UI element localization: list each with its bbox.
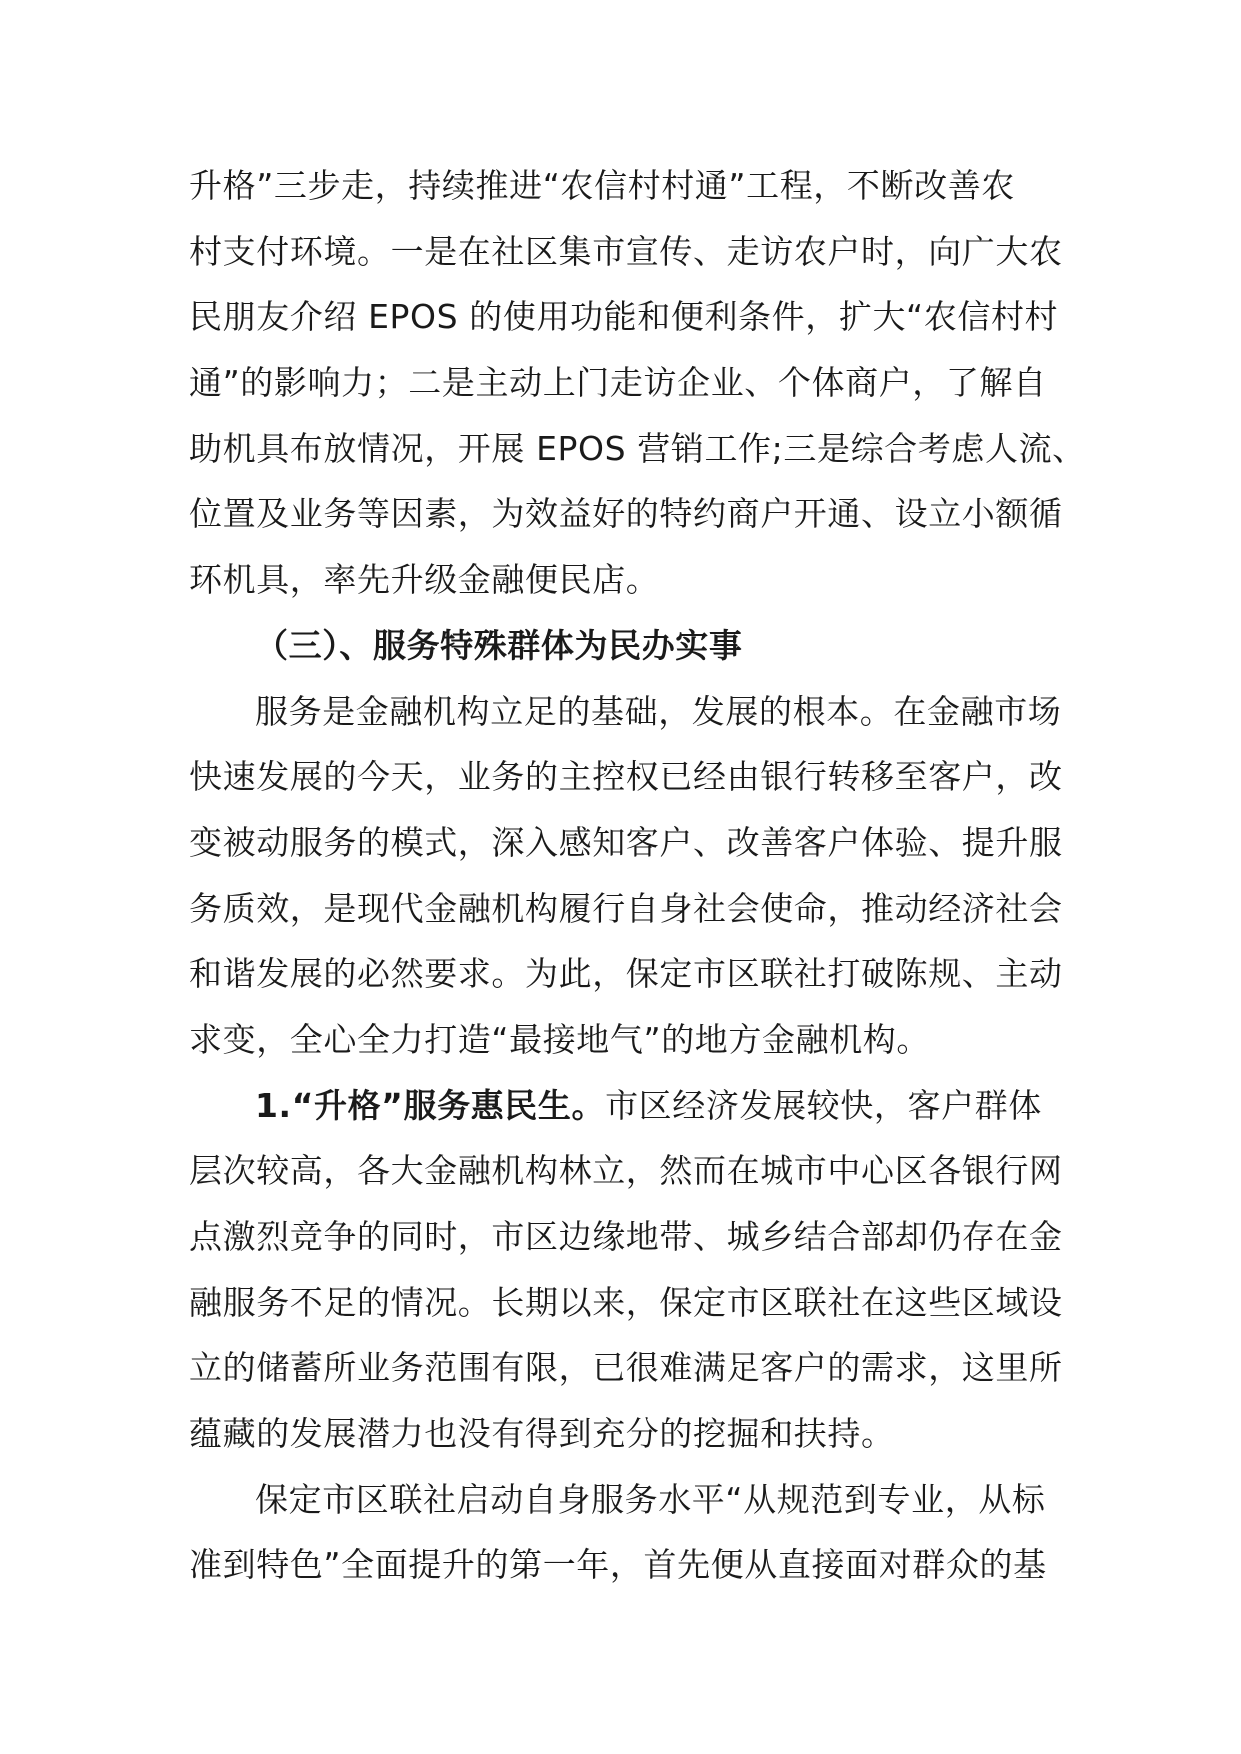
text-line-20: 蕴藏的发展潜力也没有得到充分的挖掘和扶持。 <box>189 1414 895 1454</box>
subheading-rest: 市区经济发展较快，客户群体 <box>605 1085 1042 1125</box>
subheading-line <box>189 1073 1051 1139</box>
text-line-10: 快速发展的今天，业务的主控权已经由银行转移至客户，改 <box>189 757 1063 797</box>
text-line-4: 通”的影响力；二是主动上门走访企业、个体商户，了解自 <box>189 363 1047 403</box>
section-heading <box>189 613 1051 679</box>
text-line-14: 求变，全心全力打造“最接地气”的地方金融机构。 <box>189 1019 930 1059</box>
text-line-22: 准到特色”全面提升的第一年，首先便从直接面对群众的基 <box>189 1545 1047 1585</box>
text-line-6: 位置及业务等因素，为效益好的特约商户开通、设立小额循 <box>189 494 1063 534</box>
text-line-16: 层次较高，各大金融机构林立，然而在城市中心区各银行网 <box>189 1151 1063 1191</box>
text-line-13: 和谐发展的必然要求。为此，保定市区联社打破陈规、主动 <box>189 954 1063 994</box>
text-line-3: 民朋友介绍 EPOS 的使用功能和便利条件，扩大“农信村村 <box>189 297 1059 337</box>
text-line-18: 融服务不足的情况。长期以来，保定市区联社在这些区域设 <box>189 1282 1063 1322</box>
text-line-9: 服务是金融机构立足的基础，发展的根本。在金融市场 <box>255 691 1062 731</box>
section-heading-text: （三）、服务特殊群体为民办实事 <box>255 625 743 665</box>
text-line-21: 保定市区联社启动自身服务水平“从规范到专业，从标 <box>255 1479 1046 1519</box>
subheading-bold: 1.“升格”服务惠民生。 <box>255 1085 606 1125</box>
text-line-5: 助机具布放情况，开展 EPOS 营销工作;三是综合考虑人流、 <box>189 428 1086 468</box>
text-line-1: 升格”三步走，持续推进“农信村村通”工程，不断改善农 <box>189 166 1015 205</box>
text-line-11: 变被动服务的模式，深入感知客户、改善客户体验、提升服 <box>189 822 1063 862</box>
text-line-19: 立的储蓄所业务范围有限，已很难满足客户的需求，这里所 <box>189 1348 1063 1388</box>
text-line-2: 村支付环境。一是在社区集市宣传、走访农户时，向广大农 <box>189 231 1063 271</box>
text-line-12: 务质效，是现代金融机构履行自身社会使命，推动经济社会 <box>189 888 1063 928</box>
text-line-17: 点激烈竞争的同时，市区边缘地带、城乡结合部却仍存在金 <box>189 1217 1063 1256</box>
text-line-7: 环机具，率先升级金融便民店。 <box>189 560 660 600</box>
document-page <box>189 153 1086 1598</box>
